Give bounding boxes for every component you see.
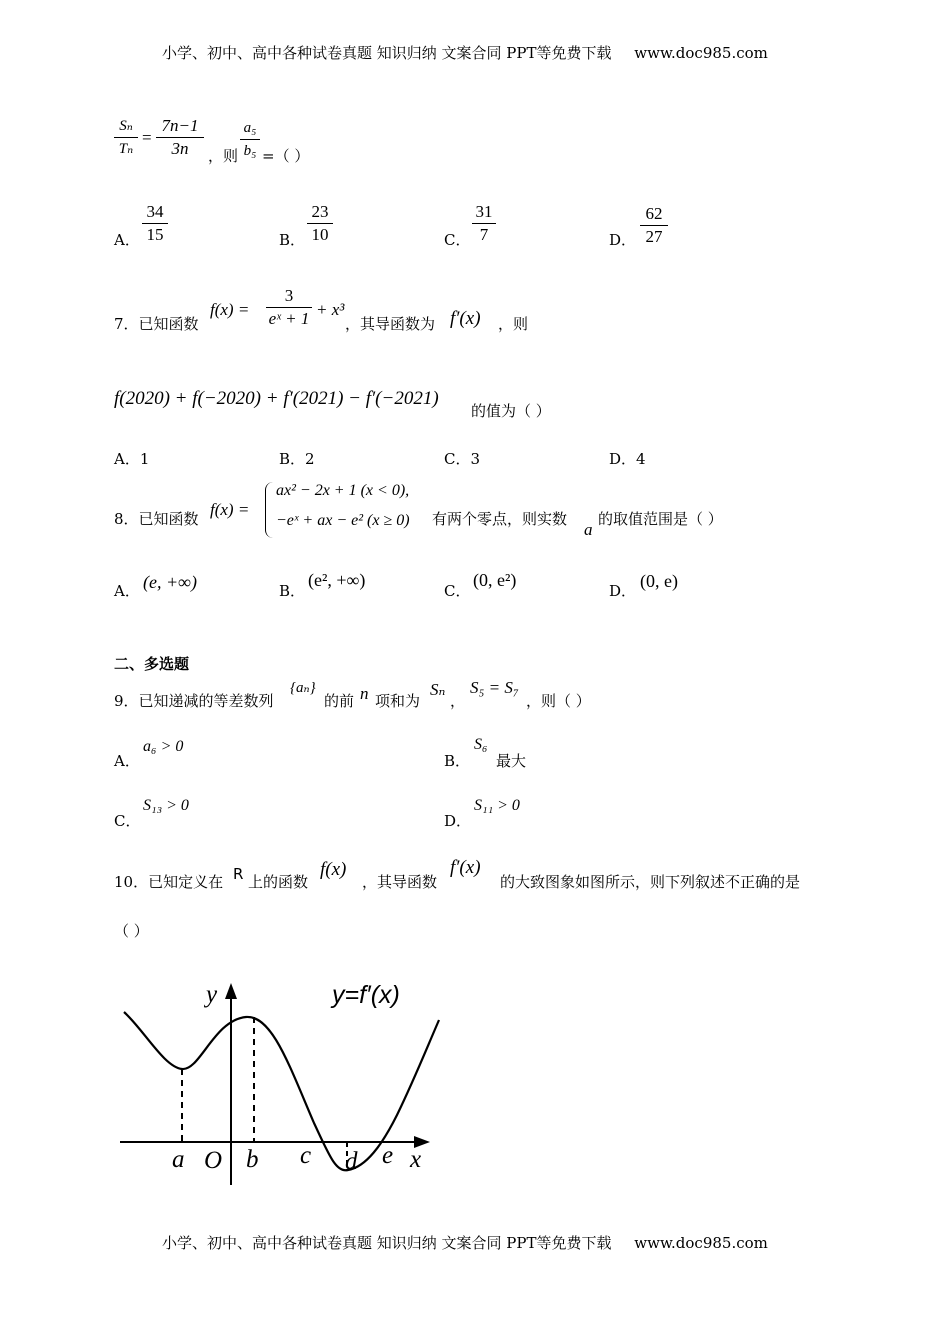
q7-option-a[interactable]: A．1 [114,450,150,468]
q6-tail: =（ ） [262,147,310,165]
q8-option-c-label[interactable]: C． [444,582,471,600]
q6-frac-st: Sₙ Tₙ [114,116,138,159]
graph-x-label: x [410,1146,422,1173]
q7-plus: + x³ [316,300,345,319]
q10-mid2: ，其导函数 [362,873,438,891]
q7-prefix: 7．已知函数 [114,315,199,333]
q9-option-b-label[interactable]: B． [444,752,471,770]
q7-tail: ，则 [498,315,529,333]
q6-option-c-label[interactable]: C． [444,231,471,249]
q9-seq: {aₙ} [290,680,316,696]
derivative-graph [114,975,454,1190]
q7-mid: ，其导函数为 [345,315,436,333]
graph-origin: O [204,1147,223,1174]
q8-case1: ax² − 2x + 1 (x < 0), [276,482,410,499]
q7-option-d[interactable]: D．4 [609,450,646,468]
q9-option-b-value: S₆ [474,736,488,753]
q8-case2: −eˣ + ax − e² (x ≥ 0) [276,512,410,529]
q10-fprime: f′(x) [450,857,481,878]
q8-option-b-label[interactable]: B． [279,582,306,600]
y-axis-arrow [225,983,237,999]
q9-option-d-value: S₁₁ > 0 [474,797,520,814]
q9-cond: S₅ = S₇ [470,678,519,697]
q8-prefix: 8．已知函数 [114,510,199,528]
q9-mid2: 项和为 [375,692,421,710]
q8-option-d-label[interactable]: D． [609,582,637,600]
q8-option-b-value: (e², +∞) [308,570,366,590]
page-header [162,42,768,63]
q6-frac-ab: a₅ b₅ [240,118,260,161]
q6-option-a-value: 34 15 [142,202,168,245]
q9-option-a-label[interactable]: A． [114,752,140,770]
q7-frac: 3 eˣ + 1 [266,286,312,329]
footer-text: 小学、初中、高中各种试卷真题 知识归纳 文案合同 PPT等免费下载 [162,1234,612,1252]
q7-fx: f(x) = [210,300,250,319]
footer-site[interactable]: www.doc985.com [634,1234,768,1252]
q8-option-a-value: (e, +∞) [143,572,197,592]
graph-point-c: c [300,1142,312,1169]
q8-var: a [584,520,593,539]
q10-prefix: 10．已知定义在 [114,873,224,891]
q9-mid1: 的前 [324,692,355,710]
graph-point-b: b [246,1146,259,1173]
q6-option-d-value: 62 27 [640,204,668,247]
q10-paren: （ ） [114,922,149,940]
q8-fx: f(x) = [210,500,250,519]
q9-prefix: 9．已知递减的等差数列 [114,692,274,710]
q7-option-b[interactable]: B．2 [279,450,315,468]
q9-option-c-label[interactable]: C． [114,812,141,830]
q9-comma: ， [450,692,466,710]
q9-option-c-value: S₁₃ > 0 [143,797,189,814]
q7-fprime: f′(x) [450,308,481,329]
q9-sn: Sₙ [430,680,446,699]
q9-n: n [360,684,369,703]
q9-option-b-extra: 最大 [496,752,527,770]
q10-mid1: 上的函数 [248,873,309,891]
q8-option-c-value: (0, e²) [473,570,517,590]
q8-mid: 有两个零点，则实数 [432,510,568,528]
q6-option-a-label[interactable]: A． [114,231,140,249]
page-footer [162,1232,768,1253]
q6-option-b-value: 23 10 [307,202,333,245]
q7-expr: f(2020) + f(−2020) + f′(2021) − f′(−2021) [114,388,439,409]
q8-option-d-value: (0, e) [640,571,678,591]
q10-fx: f(x) [320,859,347,880]
section-title-multi-choice: 二、多选题 [114,655,190,673]
q10-tail: 的大致图象如图所示，则下列叙述不正确的是 [500,873,801,891]
q7-expr-tail: 的值为（ ） [471,402,551,420]
q6-frac-rhs: 7n−1 3n [156,116,204,159]
graph-point-d: d [345,1148,358,1175]
q10-R: R [233,865,244,883]
q9-option-d-label[interactable]: D． [444,812,472,830]
q6-option-c-value: 31 7 [472,202,496,245]
q6-mid: ，则 [208,147,239,165]
q6-option-b-label[interactable]: B． [279,231,306,249]
graph-y-label: y [206,981,218,1008]
header-site[interactable]: www.doc985.com [634,44,768,62]
q8-option-a-label[interactable]: A． [114,582,140,600]
q7-option-c[interactable]: C．3 [444,450,481,468]
q9-option-a-value: a₆ > 0 [143,738,184,755]
q8-tail: 的取值范围是（ ） [598,510,723,528]
graph-point-a: a [172,1146,185,1173]
q6-eq: = [142,128,152,147]
graph-point-e: e [382,1142,394,1169]
q8-brace [265,482,274,538]
q9-tail: ，则（ ） [526,692,591,710]
q6-option-d-label[interactable]: D． [609,231,637,249]
header-text: 小学、初中、高中各种试卷真题 知识归纳 文案合同 PPT等免费下载 [162,44,612,62]
graph-title: y=f′(x) [332,981,400,1009]
